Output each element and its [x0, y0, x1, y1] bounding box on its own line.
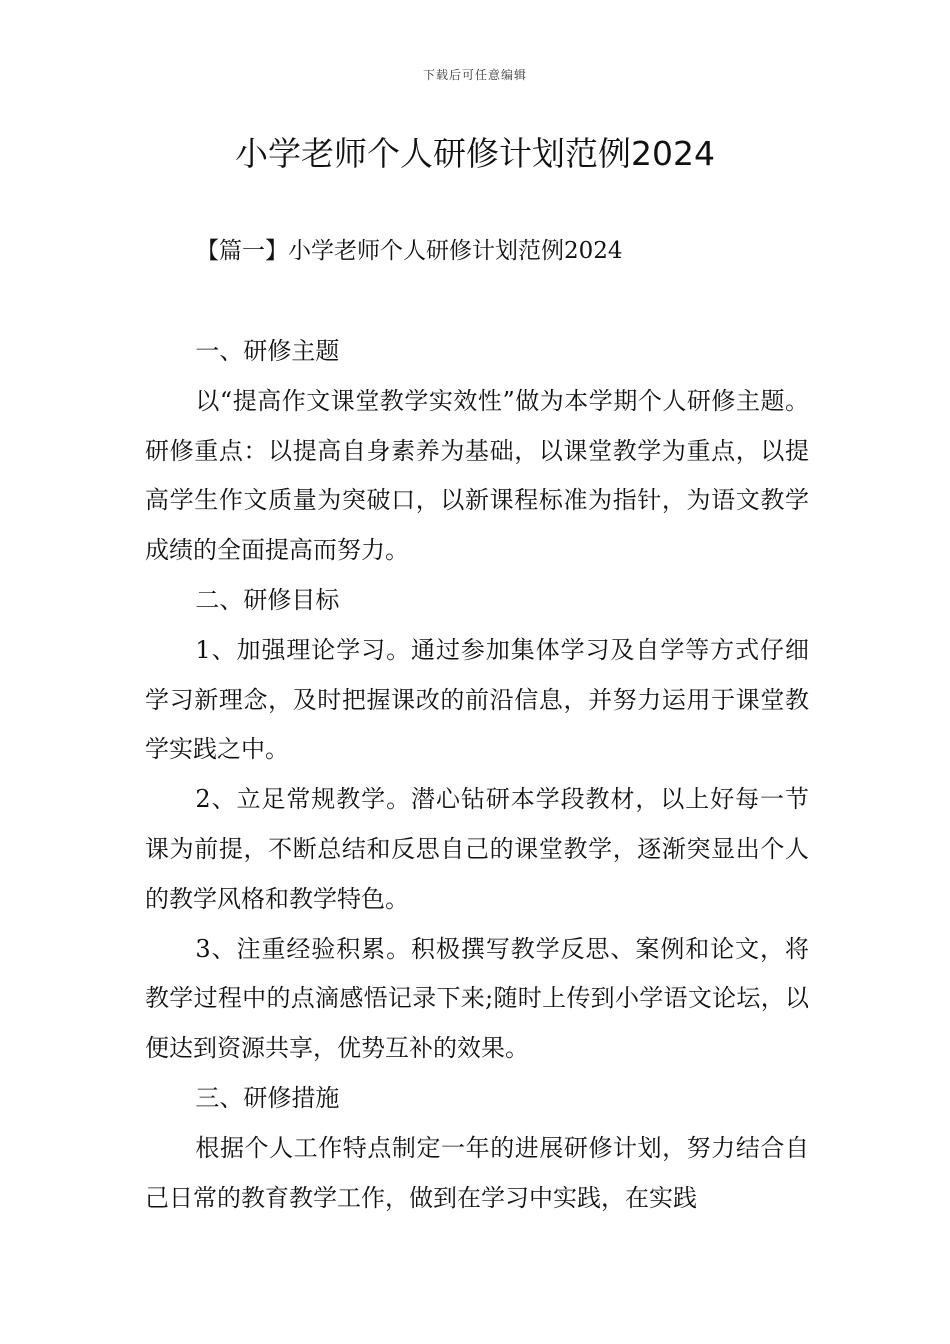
document-body	[145, 327, 809, 1223]
paragraph-goal-2: 2、立足常规教学。潜心钻研本学段教材，以上好每一节课为前提，不断总结和反思自己的课堂教学，逐渐突显出个人的教学风格和教学特色。	[145, 785, 809, 913]
download-note: 下载后可任意编辑	[422, 68, 527, 82]
section-heading: 【篇一】小学老师个人研修计划范例2024	[196, 238, 623, 264]
paragraph-research-measures: 根据个人工作特点制定一年的进展研修计划，努力结合自己日常的教育教学工作，做到在学习中实践，在实践	[145, 1133, 809, 1212]
document-title: 小学老师个人研修计划范例2024	[235, 134, 715, 173]
heading-research-measures: 三、研修措施	[195, 1083, 340, 1112]
paragraph-goal-1: 1、加强理论学习。通过参加集体学习及自学等方式仔细学习新理念，及时把握课改的前沿信息，并努力运用于课堂教学实践之中。	[145, 635, 809, 764]
heading-research-goals: 二、研修目标	[195, 585, 340, 614]
paragraph-goal-3: 3、注重经验积累。积极撰写教学反思、案例和论文，将教学过程中的点滴感悟记录下来;随时上传到小学语文论坛，以便达到资源共享，优势互补的效果。	[145, 934, 809, 1063]
heading-research-theme: 一、研修主题	[195, 337, 340, 365]
paragraph-research-theme: 以“提高作文课堂教学实效性”做为本学期个人研修主题。研修重点：以提高自身素养为基础，以课堂教学为重点，以提高学生作文质量为突破口，以新课程标准为指针，为语文教学成绩的全面提高而努力。	[145, 386, 809, 565]
